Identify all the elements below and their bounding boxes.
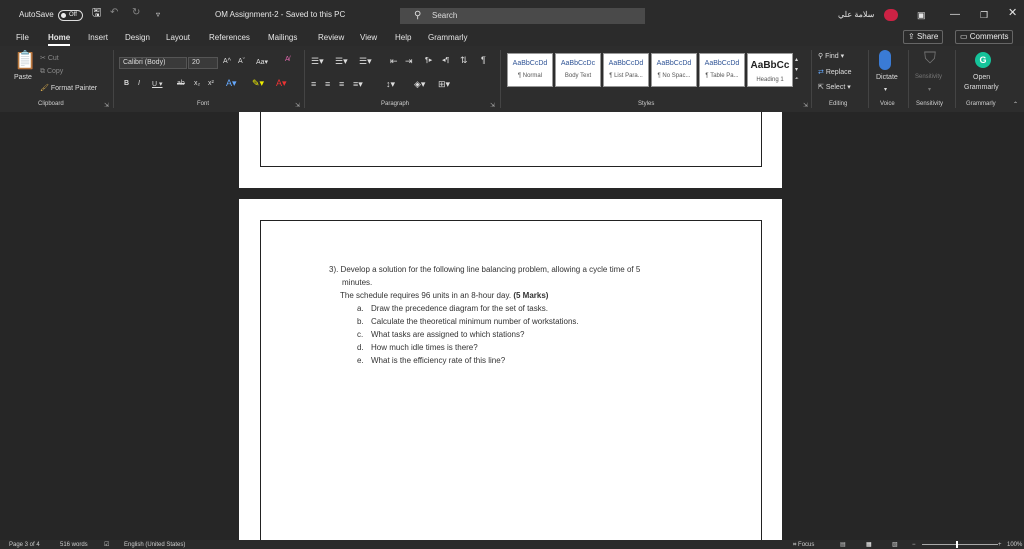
font-launcher-icon[interactable]: ⇲ <box>295 103 301 109</box>
rtl-icon[interactable]: ◂¶ <box>442 57 450 64</box>
style-heading-1[interactable] <box>747 53 793 87</box>
style-sample: AaBbCcDd <box>608 60 644 67</box>
tab-mailings[interactable]: Mailings <box>268 33 298 42</box>
schedule-paragraph <box>329 289 729 302</box>
style-sample: AaBbCcDd <box>704 60 740 67</box>
clipboard-group-label: Clipboard <box>38 101 64 107</box>
style-no-spacing[interactable] <box>651 53 697 87</box>
tab-references[interactable]: References <box>209 33 250 42</box>
zoom-out-icon[interactable]: − <box>912 542 916 548</box>
search-placeholder: Search <box>432 11 458 20</box>
format-painter-label: Format Painter <box>50 85 98 92</box>
ribbon-display-icon[interactable]: ▣ <box>917 10 926 20</box>
zoom-level[interactable]: 100% <box>1007 542 1023 548</box>
status-bar <box>0 540 1024 549</box>
language-status[interactable]: English (United States) <box>124 542 186 548</box>
collapse-ribbon-icon[interactable]: ⌃ <box>1013 102 1019 108</box>
document-content[interactable] <box>329 263 729 367</box>
list-item <box>329 302 729 315</box>
styles-more-icon[interactable]: ⩡ <box>795 76 799 82</box>
list-text: Draw the precedence diagram for the set of tasks. <box>371 304 548 313</box>
text-effects-icon[interactable]: A▾ <box>226 78 237 88</box>
tab-help[interactable]: Help <box>395 33 412 42</box>
replace-button[interactable] <box>818 68 852 76</box>
customize-qat-icon[interactable]: ▿ <box>156 10 161 19</box>
list-item <box>329 315 729 328</box>
style-name: ¶ Table Pa... <box>705 73 739 79</box>
tab-design[interactable]: Design <box>125 33 150 42</box>
find-button[interactable]: ⚲ Find ▾ <box>818 53 845 60</box>
document-title: OM Assignment-2 - Saved to this PC <box>215 10 346 19</box>
style-list-paragraph[interactable] <box>603 53 649 87</box>
search-input[interactable] <box>400 8 645 24</box>
divider <box>868 50 869 108</box>
clipboard-launcher-icon[interactable]: ⇲ <box>104 103 110 109</box>
focus-label: Focus <box>798 542 815 548</box>
list-text: How much idle times is there? <box>371 343 478 352</box>
scissors-icon: ✂ <box>40 55 48 62</box>
replace-icon: ⇄ <box>818 69 826 76</box>
style-table-paragraph[interactable] <box>699 53 745 87</box>
search-icon: ⚲ <box>414 10 422 21</box>
web-layout-icon[interactable]: ▧ <box>892 542 898 548</box>
tab-view[interactable]: View <box>360 33 378 42</box>
schedule-text: The schedule requires 96 units in an 8-hour day. <box>340 291 512 300</box>
comments-button[interactable] <box>955 30 1013 44</box>
style-name: Heading 1 <box>756 77 784 83</box>
share-button[interactable] <box>903 30 943 44</box>
undo-icon[interactable]: ↶ <box>110 7 119 18</box>
save-icon[interactable]: 🖫 <box>92 7 102 19</box>
divider <box>304 50 305 108</box>
style-sample: AaBbCcDd <box>512 60 548 67</box>
open-grammarly-open-label[interactable]: Open <box>973 74 991 81</box>
superscript-icon[interactable]: x² <box>208 80 214 87</box>
strikethrough-icon[interactable]: ab <box>177 80 185 87</box>
search-icon: ⚲ <box>818 53 826 60</box>
cursor-icon: ⇱ <box>818 84 826 91</box>
marks-text: (5 Marks) <box>513 291 549 300</box>
autosave-label: AutoSave <box>19 10 54 19</box>
tab-home[interactable]: Home <box>48 32 70 46</box>
document-area[interactable] <box>0 112 1024 540</box>
list-item <box>329 354 729 367</box>
minimize-icon[interactable]: — <box>950 9 960 20</box>
proofing-icon[interactable]: ☑ <box>104 542 110 548</box>
divider <box>113 50 114 108</box>
zoom-slider[interactable] <box>922 544 998 545</box>
zoom-in-icon[interactable]: + <box>998 542 1002 548</box>
list-marker: b. <box>357 317 364 326</box>
shrink-font-icon[interactable]: Aˇ <box>238 58 245 65</box>
redo-icon[interactable]: ↻ <box>132 7 141 18</box>
multilevel-list-icon[interactable]: ☰▾ <box>359 56 372 66</box>
style-normal[interactable] <box>507 53 553 87</box>
find-label: Find <box>825 53 839 60</box>
brush-icon: 🖌 <box>40 85 51 92</box>
read-mode-icon[interactable]: ▤ <box>840 542 846 548</box>
cut-button[interactable] <box>40 54 59 62</box>
divider <box>908 50 909 108</box>
sensitivity-icon[interactable]: ⛉ <box>924 50 937 67</box>
list-text: What tasks are assigned to which stations? <box>371 330 525 339</box>
italic-icon[interactable]: I <box>138 80 140 87</box>
divider <box>811 50 812 108</box>
align-right-icon[interactable]: ≡ <box>339 79 345 89</box>
grammarly-group-label: Grammarly <box>966 101 996 107</box>
list-item <box>329 328 729 341</box>
bullets-icon[interactable]: ☰▾ <box>311 56 324 66</box>
highlight-icon[interactable]: ✎▾ <box>252 78 265 88</box>
borders-icon[interactable]: ⊞▾ <box>438 79 451 89</box>
share-label: Share <box>916 32 939 41</box>
style-name: ¶ No Spac... <box>657 73 691 79</box>
font-color-icon[interactable]: A▾ <box>276 78 287 88</box>
dictate-button[interactable]: Dictate <box>876 74 898 81</box>
copy-icon: ⧉ <box>40 68 47 75</box>
paste-button[interactable]: Paste <box>14 74 32 81</box>
chevron-down-icon[interactable]: ▾ <box>884 87 888 93</box>
page-previous[interactable] <box>239 112 782 188</box>
list-marker: a. <box>357 304 364 313</box>
select-label: Select <box>825 84 846 91</box>
style-name: ¶ Normal <box>517 73 543 79</box>
ribbon <box>0 46 1024 112</box>
style-body-text[interactable] <box>555 53 601 87</box>
question-text: 3). Develop a solution for the following line balancing problem, allowing a cycle time of 5 <box>329 265 641 274</box>
clear-formatting-icon[interactable]: A̸ <box>285 56 290 63</box>
list-text: What is the efficiency rate of this line? <box>371 356 506 365</box>
user-name: سلامة علي <box>838 10 875 19</box>
decrease-indent-icon[interactable]: ⇤ <box>390 56 398 66</box>
page-count[interactable]: Page 3 of 4 <box>9 542 40 548</box>
font-size-select[interactable]: 20 <box>188 57 218 69</box>
increase-indent-icon[interactable]: ⇥ <box>405 56 413 66</box>
comment-icon: ▭ <box>960 32 970 41</box>
select-button[interactable]: ⇱ Select ▾ <box>818 84 851 91</box>
comments-label: Comments <box>969 32 1009 41</box>
tab-review[interactable]: Review <box>318 33 345 42</box>
justify-icon[interactable]: ≡▾ <box>353 79 363 89</box>
voice-group-label: Voice <box>880 101 895 107</box>
styles-group-label: Styles <box>638 101 655 107</box>
format-painter-button[interactable] <box>40 84 97 92</box>
focus-button[interactable] <box>793 541 814 549</box>
styles-launcher-icon[interactable]: ⇲ <box>803 103 809 109</box>
change-case-icon[interactable]: Aa▾ <box>256 59 269 66</box>
focus-icon: ⌗ <box>793 542 799 548</box>
zoom-slider-thumb[interactable] <box>956 541 958 548</box>
paragraph-group-label: Paragraph <box>381 101 410 107</box>
word-count[interactable]: 516 words <box>60 542 88 548</box>
sensitivity-button[interactable]: Sensitivity <box>915 74 943 80</box>
tab-file[interactable]: File <box>16 33 29 42</box>
microphone-icon[interactable] <box>879 50 891 70</box>
sensitivity-group-label: Sensitivity <box>916 101 944 107</box>
grow-font-icon[interactable]: A^ <box>223 58 231 65</box>
list-marker: e. <box>357 356 364 365</box>
styles-scroll-down-icon[interactable]: ▾ <box>795 67 799 73</box>
grammarly-icon[interactable]: G <box>975 52 991 68</box>
divider <box>500 50 501 108</box>
replace-label: Replace <box>825 69 852 76</box>
bold-icon[interactable]: B <box>124 80 130 87</box>
font-group-label: Font <box>197 101 210 107</box>
editing-group-label: Editing <box>829 101 848 107</box>
align-center-icon[interactable]: ≡ <box>325 79 331 89</box>
tab-grammarly[interactable]: Grammarly <box>428 33 468 42</box>
autosave-toggle[interactable]: Off <box>58 10 83 21</box>
style-sample: AaBbCcDd <box>656 60 692 67</box>
avatar[interactable] <box>884 9 898 21</box>
style-name: ¶ List Para... <box>609 73 643 79</box>
page-current[interactable] <box>239 199 782 540</box>
subscript-icon[interactable]: x₂ <box>194 80 201 87</box>
title-bar <box>0 0 1024 30</box>
shading-icon[interactable]: ◈▾ <box>414 79 426 89</box>
close-icon[interactable]: ✕ <box>1008 7 1018 19</box>
styles-scroll-up-icon[interactable]: ▴ <box>795 57 799 63</box>
align-left-icon[interactable]: ≡ <box>311 79 317 89</box>
list-item <box>329 341 729 354</box>
list-marker: c. <box>357 330 364 339</box>
print-layout-icon[interactable]: ▦ <box>866 542 872 548</box>
copy-button[interactable] <box>40 68 63 76</box>
style-sample: AaBbCcDc <box>560 60 596 67</box>
cut-label: Cut <box>47 55 59 62</box>
show-marks-icon[interactable]: ¶ <box>481 55 486 65</box>
numbering-icon[interactable]: ☰▾ <box>335 56 348 66</box>
tab-insert[interactable]: Insert <box>88 33 109 42</box>
share-icon: ⇪ <box>908 32 917 41</box>
line-spacing-icon[interactable]: ↕▾ <box>386 79 396 89</box>
tab-layout[interactable]: Layout <box>166 33 191 42</box>
copy-label: Copy <box>46 68 64 75</box>
page-border <box>260 112 762 167</box>
ltr-icon[interactable]: ¶▸ <box>425 57 433 64</box>
style-sample: AaBbCc <box>750 60 790 71</box>
list-marker: d. <box>357 343 364 352</box>
font-name-select[interactable]: Calibri (Body) <box>119 57 187 69</box>
underline-icon[interactable]: U ▾ <box>152 81 163 88</box>
divider <box>955 50 956 108</box>
restore-icon[interactable]: ❐ <box>980 10 989 20</box>
menu-bar <box>0 30 1024 46</box>
question-text-continued: minutes. <box>342 278 373 287</box>
list-text: Calculate the theoretical minimum number of workstations. <box>371 317 579 326</box>
paste-icon[interactable]: 📋 <box>14 50 37 70</box>
style-name: Body Text <box>564 73 592 79</box>
open-grammarly-label[interactable]: Grammarly <box>964 84 999 91</box>
paragraph-launcher-icon[interactable]: ⇲ <box>490 103 496 109</box>
sort-icon[interactable]: ⇅ <box>460 55 468 65</box>
chevron-down-icon[interactable]: ▾ <box>928 87 932 93</box>
